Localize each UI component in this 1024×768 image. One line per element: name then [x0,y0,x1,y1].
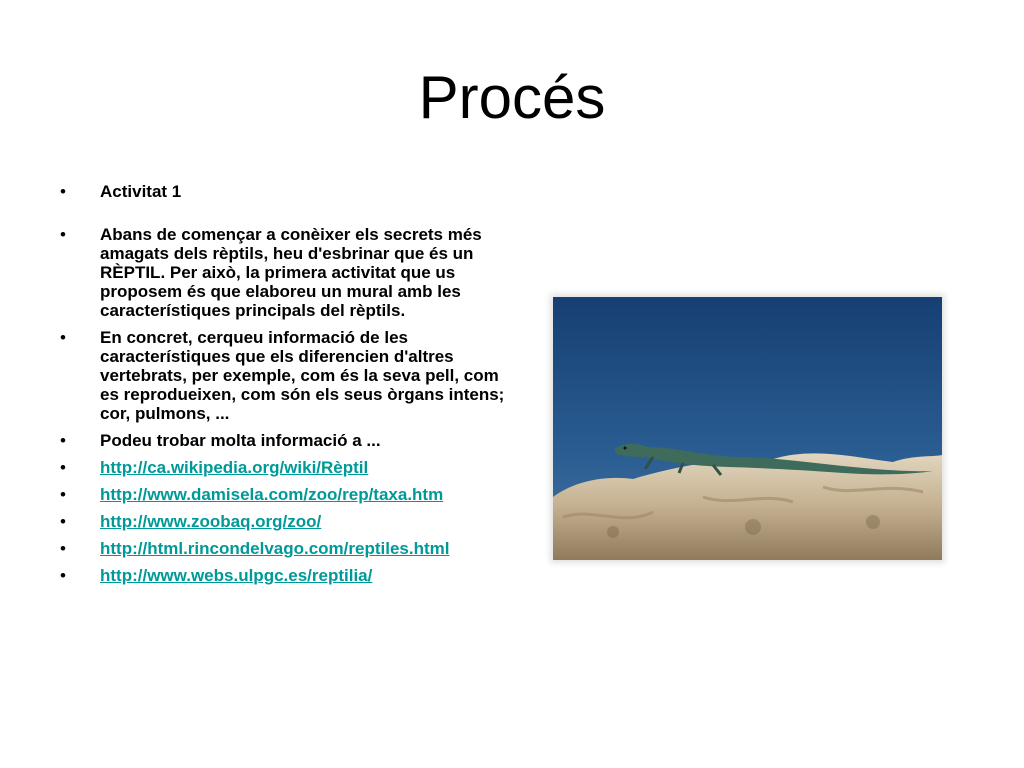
bullet-text: Abans de començar a conèixer els secrets més amagats dels rèptils, heu d'esbrinar que és un RÈPTIL. Per això, la primera activitat que us proposem és que elaboreu un mural amb les característiques principals del rèptils. [100,225,482,320]
list-item [58,485,510,504]
link-wikipedia[interactable]: http://ca.wikipedia.org/wiki/Rèptil [100,458,369,477]
bullet-dot: • [60,458,66,477]
list-item [58,566,510,585]
list-item [58,182,510,201]
bullet-list [58,182,510,593]
list-item [58,225,510,320]
list-item [58,458,510,477]
slide-title: Procés [418,64,606,131]
bullet-dot: • [60,328,66,347]
bullet-dot: • [60,539,66,558]
bullet-text: Activitat 1 [100,182,182,201]
link-damisela[interactable]: http://www.damisela.com/zoo/rep/taxa.htm [100,485,444,504]
lizard-photo-graphic [553,297,942,560]
bullet-text: Podeu trobar molta informació a ... [100,431,381,450]
bullet-dot: • [60,182,66,201]
list-item [58,539,510,558]
link-rincondelvago[interactable]: http://html.rincondelvago.com/reptiles.html [100,539,450,558]
list-item [58,431,510,450]
bullet-text: En concret, cerqueu informació de les característiques que els diferencien d'altres vertebrats, per exemple, com és la seva pell, com es reprodueixen, com són els seus òrgans intens; cor, pulmons, ... [100,328,505,423]
bullet-dot: • [60,512,66,531]
list-item [58,512,510,531]
bullet-dot: • [60,485,66,504]
bullet-dot: • [60,566,66,585]
bullet-dot: • [60,431,66,450]
link-zoobaq[interactable]: http://www.zoobaq.org/zoo/ [100,512,322,531]
link-ulpgc[interactable]: http://www.webs.ulpgc.es/reptilia/ [100,566,373,585]
lizard-photo [553,297,942,560]
bullet-dot: • [60,225,66,244]
list-item [58,328,510,423]
